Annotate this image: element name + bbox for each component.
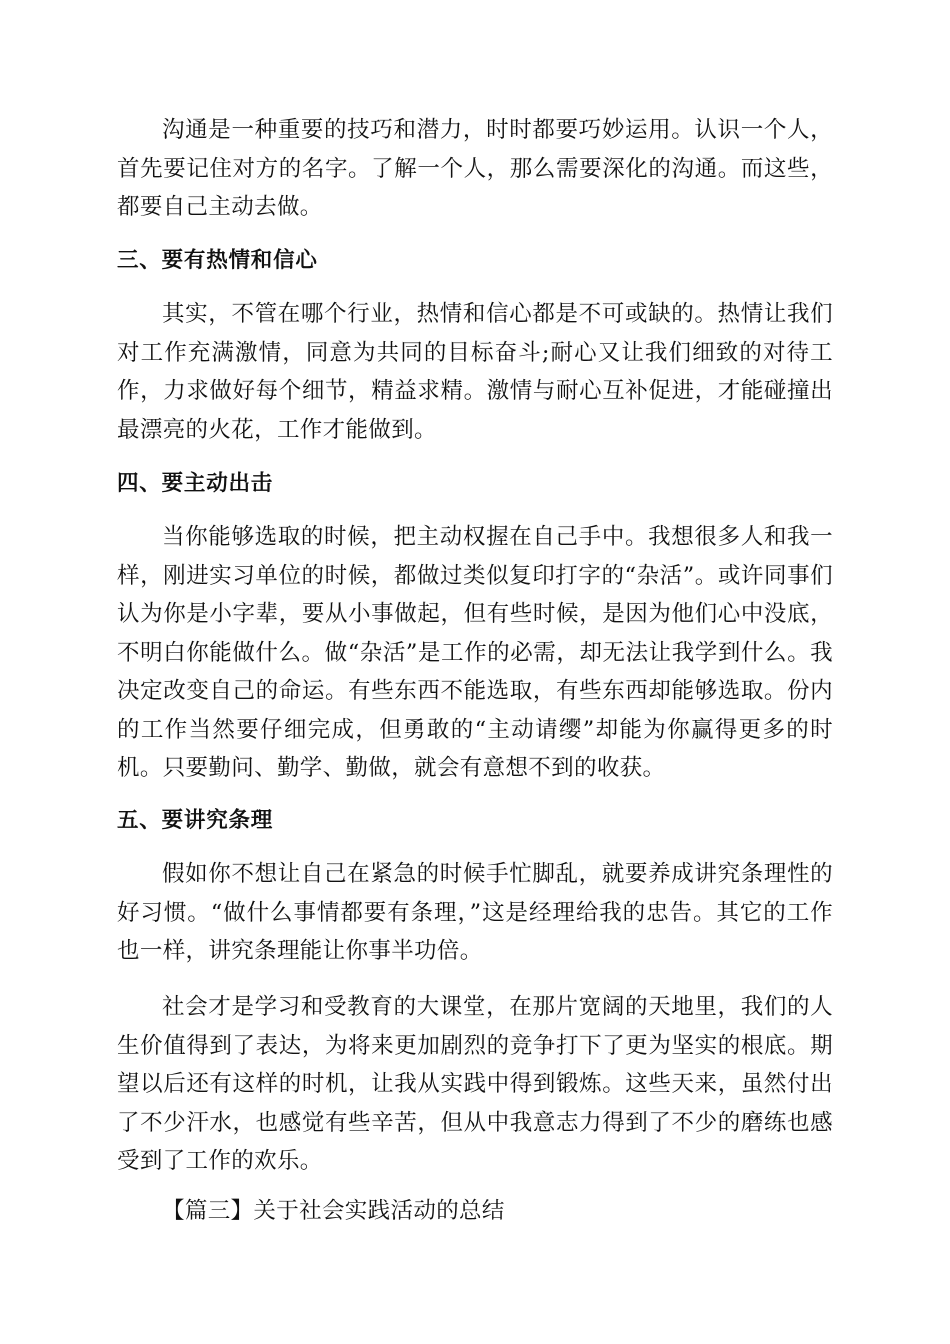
- heading-be-organized: 五、要讲究条理: [117, 808, 274, 833]
- heading-enthusiasm-confidence: 三、要有热情和信心: [117, 248, 318, 273]
- paragraph-initiative: 当你能够选取的时候，把主动权握在自己手中。我想很多人和我一样，刚进实习单位的时候，都做过类似复印打字的“杂活”。或许同事们认为你是小字辈，要从小事做起，但有些时候，是因为他们心中没底，不明白你能做什么。做“杂活”是工作的必需，却无法让我学到什么。我决定改变自己的命运。有些东西不能选取，有些东西却能够选取。份内的工作当然要仔细完成，但勇敢的“主动请缨”却能为你赢得更多的时机。只要勤问、勤学、勤做，就会有意想不到的收获。: [117, 524, 833, 781]
- paragraph-communication: 沟通是一种重要的技巧和潜力，时时都要巧妙运用。认识一个人，首先要记住对方的名字。了解一个人，那么需要深化的沟通。而这些，都要自己主动去做。: [117, 117, 833, 220]
- heading-take-initiative: 四、要主动出击: [117, 471, 274, 496]
- section-title-part-three: 【篇三】关于社会实践活动的总结: [162, 1198, 505, 1224]
- paragraph-enthusiasm: 其实，不管在哪个行业，热情和信心都是不可或缺的。热情让我们对工作充满激情，同意为共同的目标奋斗;耐心又让我们细致的对待工作，力求做好每个细节，精益求精。激情与耐心互补促进，才能碰撞出最漂亮的火花，工作才能做到。: [117, 301, 833, 443]
- paragraph-society-classroom: 社会才是学习和受教育的大课堂，在那片宽阔的天地里，我们的人生价值得到了表达，为将来更加剧烈的竞争打下了更为坚实的根底。期望以后还有这样的时机，让我从实践中得到锻炼。这些天来，虽然付出了不少汗水，也感觉有些辛苦，但从中我意志力得到了不少的磨练也感受到了工作的欢乐。: [117, 994, 833, 1174]
- paragraph-organized: 假如你不想让自己在紧急的时候手忙脚乱，就要养成讲究条理性的好习惯。“做什么事情都要有条理，”这是经理给我的忠告。其它的工作也一样，讲究条理能让你事半功倍。: [117, 861, 833, 964]
